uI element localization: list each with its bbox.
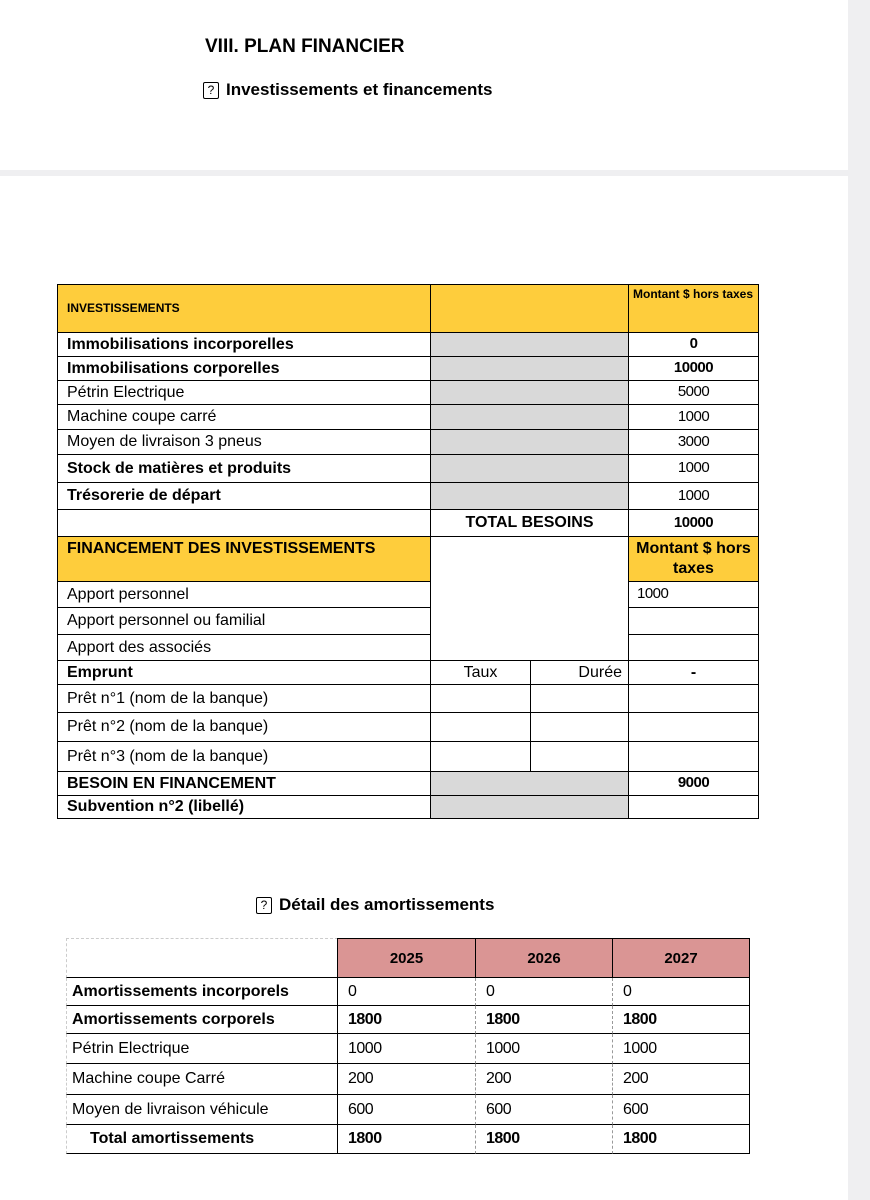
- amort-vehicle-2026: 600: [475, 1095, 613, 1125]
- loan-3-rate: [430, 741, 531, 772]
- grey-cell: [430, 356, 629, 381]
- row-value-treasury: 1000: [628, 482, 759, 510]
- investments-table: [57, 284, 759, 819]
- loan-2-amount: [628, 712, 759, 742]
- row-value-intangible: 0: [628, 332, 759, 357]
- total-empty-cell: [57, 509, 431, 537]
- grey-cell: [430, 482, 629, 510]
- amort-kneader-2025: 1000: [337, 1034, 476, 1064]
- amort-total-2027: 1800: [612, 1125, 750, 1154]
- financing-need-value: 9000: [628, 771, 759, 796]
- grey-cell: [430, 380, 629, 405]
- row-value-partners: [628, 634, 759, 661]
- amort-total-2025: 1800: [337, 1125, 476, 1154]
- amort-total-label: Total amortissements: [66, 1125, 338, 1154]
- page-divider: [0, 170, 848, 176]
- grey-cell: [430, 429, 629, 455]
- amort-tangible-2026: 1800: [475, 1006, 613, 1034]
- amort-vehicle-2027: 600: [612, 1095, 750, 1125]
- grey-cell: [430, 332, 629, 357]
- row-value-kneader: 5000: [628, 380, 759, 405]
- row-label-family-contribution: Apport personnel ou familial: [57, 607, 431, 635]
- investments-subtitle-text: Investissements et financements: [226, 80, 493, 99]
- amort-label-tangible: Amortissements corporels: [66, 1006, 338, 1034]
- year-2025: 2025: [337, 938, 476, 978]
- duration-label: Durée: [530, 660, 629, 685]
- row-label-delivery: Moyen de livraison 3 pneus: [57, 429, 431, 455]
- amortization-table: [66, 938, 750, 1154]
- help-icon[interactable]: ?: [203, 82, 219, 99]
- loan-2-label: Prêt n°2 (nom de la banque): [57, 712, 431, 742]
- investments-header: INVESTISSEMENTS: [57, 284, 431, 333]
- loan-2-rate: [430, 712, 531, 742]
- loan-1-rate: [430, 684, 531, 713]
- amort-label-cutter: Machine coupe Carré: [66, 1064, 338, 1095]
- subsidy-label: Subvention n°2 (libellé): [57, 795, 431, 819]
- row-label-intangible: Immobilisations incorporelles: [57, 332, 431, 357]
- amort-tangible-2027: 1800: [612, 1006, 750, 1034]
- total-needs-value: 10000: [628, 509, 759, 537]
- amort-intangible-2025: 0: [337, 978, 476, 1006]
- grey-cell: [430, 404, 629, 430]
- row-value-delivery: 3000: [628, 429, 759, 455]
- year-2027: 2027: [612, 938, 750, 978]
- loan-3-amount: [628, 741, 759, 772]
- rate-label: Taux: [430, 660, 531, 685]
- financing-amount-header: Montant $ hors taxes: [628, 536, 759, 582]
- grey-cell: [430, 771, 629, 796]
- loan-1-amount: [628, 684, 759, 713]
- row-label-cutter: Machine coupe carré: [57, 404, 431, 430]
- section-title: VIII. PLAN FINANCIER: [205, 36, 405, 57]
- financing-empty-block: [430, 536, 629, 661]
- loan-1-duration: [530, 684, 629, 713]
- amort-total-2026: 1800: [475, 1125, 613, 1154]
- amort-tangible-2025: 1800: [337, 1006, 476, 1034]
- amort-cutter-2025: 200: [337, 1064, 476, 1095]
- amort-kneader-2027: 1000: [612, 1034, 750, 1064]
- loan-value: -: [628, 660, 759, 685]
- amortization-subtitle: [256, 895, 494, 915]
- loan-3-label: Prêt n°3 (nom de la banque): [57, 741, 431, 772]
- total-needs-label: TOTAL BESOINS: [430, 509, 629, 537]
- row-value-tangible: 10000: [628, 356, 759, 381]
- row-label-partners: Apport des associés: [57, 634, 431, 661]
- amort-label-kneader: Pétrin Electrique: [66, 1034, 338, 1064]
- amount-header: Montant $ hors taxes: [628, 284, 759, 333]
- row-value-family-contribution: [628, 607, 759, 635]
- amort-kneader-2026: 1000: [475, 1034, 613, 1064]
- help-icon[interactable]: ?: [256, 897, 272, 914]
- year-2026: 2026: [475, 938, 613, 978]
- right-edge-strip: [848, 0, 870, 1200]
- loan-label: Emprunt: [57, 660, 431, 685]
- row-value-cutter: 1000: [628, 404, 759, 430]
- amort-cutter-2027: 200: [612, 1064, 750, 1095]
- loan-2-duration: [530, 712, 629, 742]
- row-label-kneader: Pétrin Electrique: [57, 380, 431, 405]
- row-label-tangible: Immobilisations corporelles: [57, 356, 431, 381]
- amort-cutter-2026: 200: [475, 1064, 613, 1095]
- amort-label-vehicle: Moyen de livraison véhicule: [66, 1095, 338, 1125]
- loan-3-duration: [530, 741, 629, 772]
- row-value-stock: 1000: [628, 454, 759, 483]
- amortization-subtitle-text: Détail des amortissements: [279, 895, 495, 914]
- header-empty-cell: [430, 284, 629, 333]
- loan-1-label: Prêt n°1 (nom de la banque): [57, 684, 431, 713]
- amort-label-intangible: Amortissements incorporels: [66, 978, 338, 1006]
- row-label-treasury: Trésorerie de départ: [57, 482, 431, 510]
- investments-subtitle: [203, 80, 492, 100]
- financing-need-label: BESOIN EN FINANCEMENT: [57, 771, 431, 796]
- row-label-stock: Stock de matières et produits: [57, 454, 431, 483]
- financing-header: FINANCEMENT DES INVESTISSEMENTS: [57, 536, 431, 582]
- amort-vehicle-2025: 600: [337, 1095, 476, 1125]
- row-label-personal-contribution: Apport personnel: [57, 581, 431, 608]
- amort-header-empty: [66, 938, 338, 978]
- subsidy-value: [628, 795, 759, 819]
- grey-cell: [430, 454, 629, 483]
- row-value-personal-contribution: 1000: [628, 581, 759, 608]
- amort-intangible-2026: 0: [475, 978, 613, 1006]
- grey-cell: [430, 795, 629, 819]
- amort-intangible-2027: 0: [612, 978, 750, 1006]
